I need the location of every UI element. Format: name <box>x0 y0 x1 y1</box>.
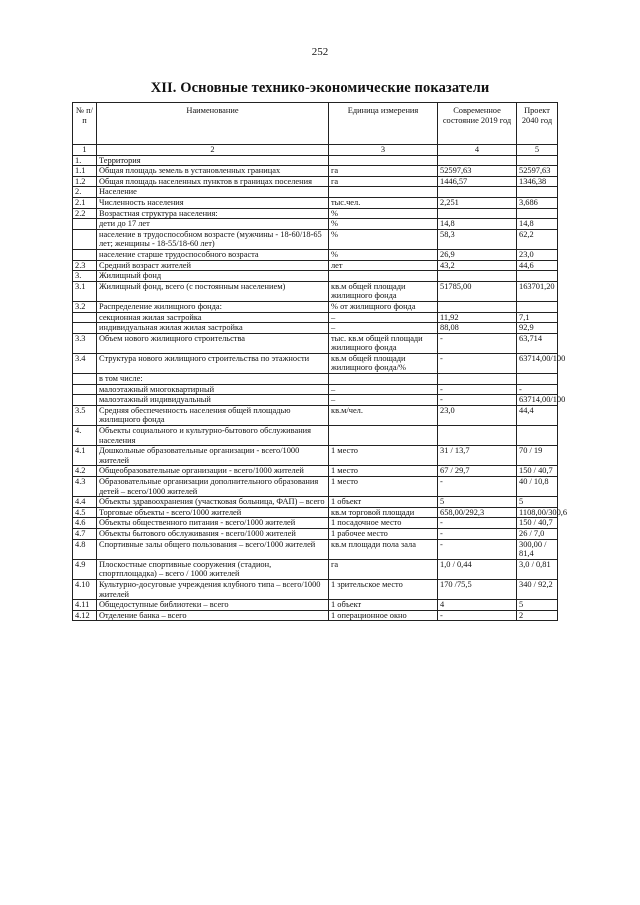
table-row <box>73 518 558 529</box>
row-number-cell: 3.5 <box>73 405 97 425</box>
row-project-cell <box>517 374 558 385</box>
column-number: 5 <box>517 145 558 156</box>
row-number-cell: 2. <box>73 187 97 198</box>
row-unit-cell: кв.м торговой площади <box>329 507 438 518</box>
row-project-cell: 300,00 / 81,4 <box>517 539 558 559</box>
row-project-cell <box>517 426 558 446</box>
row-number-cell: 4.9 <box>73 559 97 579</box>
row-name-cell: Жилищный фонд, всего (с постоянным населением) <box>97 281 329 301</box>
column-number-row <box>73 145 558 156</box>
row-name-cell: дети до 17 лет <box>97 219 329 230</box>
row-name-cell: Объекты общественного питания - всего/1000 жителей <box>97 518 329 529</box>
table-row <box>73 497 558 508</box>
row-project-cell <box>517 301 558 312</box>
row-name-cell: Общеобразовательные организации - всего/1000 жителей <box>97 466 329 477</box>
row-name-cell: Спортивные залы общего пользования – всего/1000 жителей <box>97 539 329 559</box>
table-row <box>73 507 558 518</box>
row-name-cell: Объекты социального и культурно-бытового обслуживания населения <box>97 426 329 446</box>
table-row <box>73 197 558 208</box>
table-row <box>73 166 558 177</box>
row-current-cell: 14,8 <box>438 219 517 230</box>
row-current-cell: 31 / 13,7 <box>438 446 517 466</box>
header-project: Проект 2040 год <box>517 103 558 145</box>
row-project-cell: 3,686 <box>517 197 558 208</box>
row-current-cell: - <box>438 353 517 373</box>
table-row <box>73 353 558 373</box>
row-unit-cell: % <box>329 229 438 249</box>
row-name-cell: Образовательные организации дополнительного образования детей – всего/1000 жителей <box>97 477 329 497</box>
row-name-cell: Культурно-досуговые учреждения клубного типа – всего/1000 жителей <box>97 579 329 599</box>
row-number-cell: 4.3 <box>73 477 97 497</box>
table-row <box>73 426 558 446</box>
table-row <box>73 208 558 219</box>
header-current: Современное состояние 2019 год <box>438 103 517 145</box>
table-row <box>73 384 558 395</box>
row-unit-cell: % от жилищного фонда <box>329 301 438 312</box>
row-unit-cell: 1 объект <box>329 600 438 611</box>
row-number-cell: 4. <box>73 426 97 446</box>
row-name-cell: Территория <box>97 155 329 166</box>
header-unit: Единица измерения <box>329 103 438 145</box>
row-name-cell: Объем нового жилищного строительства <box>97 333 329 353</box>
row-current-cell: 1,0 / 0,44 <box>438 559 517 579</box>
header-name: Наименование <box>97 103 329 145</box>
row-current-cell <box>438 271 517 282</box>
row-current-cell: - <box>438 539 517 559</box>
row-project-cell: 70 / 19 <box>517 446 558 466</box>
row-current-cell: 1446,57 <box>438 176 517 187</box>
header-number: № п/п <box>73 103 97 145</box>
row-unit-cell: 1 место <box>329 466 438 477</box>
row-project-cell: 7,1 <box>517 312 558 323</box>
table-row <box>73 374 558 385</box>
row-project-cell: 3,0 / 0,81 <box>517 559 558 579</box>
column-number: 2 <box>97 145 329 156</box>
row-current-cell: 26,9 <box>438 249 517 260</box>
table-row <box>73 219 558 230</box>
row-name-cell: население в трудоспособном возрасте (мужчины - 18-60/18-65 лет; женщины - 18-55/18-60 лет) <box>97 229 329 249</box>
row-name-cell: Общая площадь населенных пунктов в границах поселения <box>97 176 329 187</box>
row-name-cell: Средняя обеспеченность населения общей площадью жилищного фонда <box>97 405 329 425</box>
row-current-cell: 2,251 <box>438 197 517 208</box>
table-row <box>73 405 558 425</box>
row-current-cell: 4 <box>438 600 517 611</box>
row-unit-cell: тыс. кв.м общей площади жилищного фонда <box>329 333 438 353</box>
row-unit-cell: тыс.чел. <box>329 197 438 208</box>
table-body <box>73 155 568 621</box>
row-number-cell <box>73 384 97 395</box>
row-number-cell: 4.5 <box>73 507 97 518</box>
column-number: 3 <box>329 145 438 156</box>
row-current-cell: 67 / 29,7 <box>438 466 517 477</box>
row-current-cell <box>438 187 517 198</box>
row-unit-cell: 1 зрительское место <box>329 579 438 599</box>
row-unit-cell <box>329 271 438 282</box>
row-current-cell: - <box>438 384 517 395</box>
indicators-table <box>72 102 568 621</box>
table-row <box>73 281 558 301</box>
row-current-cell: 11,92 <box>438 312 517 323</box>
row-number-cell: 2.2 <box>73 208 97 219</box>
table-row <box>73 610 558 621</box>
row-name-cell: Общая площадь земель в установленных границах <box>97 166 329 177</box>
row-name-cell: индивидуальная жилая жилая застройка <box>97 323 329 334</box>
row-project-cell: 40 / 10,8 <box>517 477 558 497</box>
row-number-cell: 2.3 <box>73 260 97 271</box>
row-unit-cell: – <box>329 384 438 395</box>
table-row <box>73 187 558 198</box>
row-number-cell: 4.7 <box>73 528 97 539</box>
row-current-cell: 5 <box>438 497 517 508</box>
row-number-cell: 3.2 <box>73 301 97 312</box>
row-project-cell: 44,4 <box>517 405 558 425</box>
row-unit-cell: 1 место <box>329 446 438 466</box>
row-unit-cell <box>329 426 438 446</box>
row-number-cell <box>73 229 97 249</box>
row-number-cell: 4.8 <box>73 539 97 559</box>
row-number-cell <box>73 374 97 385</box>
row-project-cell: 52597,63 <box>517 166 558 177</box>
row-unit-cell: % <box>329 208 438 219</box>
row-unit-cell: – <box>329 312 438 323</box>
row-number-cell: 1.1 <box>73 166 97 177</box>
row-unit-cell: лет <box>329 260 438 271</box>
row-unit-cell: га <box>329 176 438 187</box>
row-number-cell: 3.4 <box>73 353 97 373</box>
row-current-cell: 170 /75,5 <box>438 579 517 599</box>
row-unit-cell: га <box>329 166 438 177</box>
row-unit-cell: га <box>329 559 438 579</box>
row-unit-cell: – <box>329 395 438 406</box>
row-name-cell: в том числе: <box>97 374 329 385</box>
row-number-cell: 4.10 <box>73 579 97 599</box>
row-project-cell: 150 / 40,7 <box>517 518 558 529</box>
row-name-cell: население старше трудоспособного возраста <box>97 249 329 260</box>
row-project-cell: 150 / 40,7 <box>517 466 558 477</box>
row-number-cell <box>73 323 97 334</box>
row-name-cell: малоэтажный многоквартирный <box>97 384 329 395</box>
row-unit-cell <box>329 155 438 166</box>
row-number-cell <box>73 395 97 406</box>
table-header-row <box>73 103 558 145</box>
row-project-cell: 23,0 <box>517 249 558 260</box>
row-current-cell <box>438 208 517 219</box>
table-row <box>73 176 558 187</box>
row-name-cell: Средний возраст жителей <box>97 260 329 271</box>
row-current-cell: 88,08 <box>438 323 517 334</box>
row-current-cell: 43,2 <box>438 260 517 271</box>
table-row <box>73 312 558 323</box>
row-name-cell: Объекты бытового обслуживания - всего/1000 жителей <box>97 528 329 539</box>
row-project-cell <box>517 271 558 282</box>
row-unit-cell <box>329 187 438 198</box>
table-row <box>73 528 558 539</box>
row-current-cell: - <box>438 395 517 406</box>
table-row <box>73 323 558 334</box>
table-row <box>73 579 558 599</box>
table-row <box>73 301 558 312</box>
row-project-cell: 340 / 92,2 <box>517 579 558 599</box>
row-number-cell: 4.2 <box>73 466 97 477</box>
table-row <box>73 229 558 249</box>
row-name-cell: малоэтажный индивидуальный <box>97 395 329 406</box>
table-row <box>73 600 558 611</box>
row-name-cell: Жилищный фонд <box>97 271 329 282</box>
row-current-cell: 52597,63 <box>438 166 517 177</box>
page-number: 252 <box>311 46 329 58</box>
row-unit-cell: % <box>329 219 438 230</box>
row-current-cell <box>438 426 517 446</box>
row-project-cell: 5 <box>517 497 558 508</box>
row-unit-cell: 1 место <box>329 477 438 497</box>
row-project-cell: 63714,00/100 <box>517 395 558 406</box>
row-name-cell: Плоскостные спортивные сооружения (стадион, спортплощадка) – всего / 1000 жителей <box>97 559 329 579</box>
row-current-cell: 51785,00 <box>438 281 517 301</box>
row-unit-cell: кв.м общей площади жилищного фонда/% <box>329 353 438 373</box>
table-row <box>73 155 558 166</box>
row-project-cell: 5 <box>517 600 558 611</box>
row-name-cell: Распределение жилищного фонда: <box>97 301 329 312</box>
row-name-cell: Общедоступные библиотеки – всего <box>97 600 329 611</box>
row-unit-cell: % <box>329 249 438 260</box>
row-project-cell: 1346,38 <box>517 176 558 187</box>
row-number-cell <box>73 312 97 323</box>
table-row <box>73 249 558 260</box>
row-number-cell <box>73 249 97 260</box>
row-name-cell: Возрастная структура населения: <box>97 208 329 219</box>
row-name-cell: Торговые объекты - всего/1000 жителей <box>97 507 329 518</box>
row-name-cell: Объекты здравоохранения (участковая больница, ФАП) – всего <box>97 497 329 508</box>
row-project-cell <box>517 155 558 166</box>
row-number-cell: 4.4 <box>73 497 97 508</box>
row-project-cell: 63,714 <box>517 333 558 353</box>
row-number-cell: 4.1 <box>73 446 97 466</box>
table-row <box>73 466 558 477</box>
row-project-cell: 63714,00/100 <box>517 353 558 373</box>
row-project-cell: 1108,00/300,6 <box>517 507 558 518</box>
row-current-cell: - <box>438 518 517 529</box>
table-row <box>73 333 558 353</box>
row-name-cell: Население <box>97 187 329 198</box>
row-unit-cell: 1 операционное окно <box>329 610 438 621</box>
page-title: XII. Основные технико-экономические показатели <box>150 80 490 96</box>
row-unit-cell: – <box>329 323 438 334</box>
table-row <box>73 446 558 466</box>
row-unit-cell: кв.м площади пола зала <box>329 539 438 559</box>
row-number-cell: 4.6 <box>73 518 97 529</box>
row-unit-cell: 1 объект <box>329 497 438 508</box>
row-name-cell: Отделение банка – всего <box>97 610 329 621</box>
row-current-cell: - <box>438 610 517 621</box>
row-project-cell: 163701,20 <box>517 281 558 301</box>
row-current-cell <box>438 374 517 385</box>
row-number-cell <box>73 219 97 230</box>
table-row <box>73 477 558 497</box>
row-project-cell: 2 <box>517 610 558 621</box>
row-name-cell: Структура нового жилищного строительства по этажности <box>97 353 329 373</box>
table-row <box>73 539 558 559</box>
row-project-cell <box>517 187 558 198</box>
table-row <box>73 260 558 271</box>
column-number: 4 <box>438 145 517 156</box>
row-current-cell: 23,0 <box>438 405 517 425</box>
table-row <box>73 271 558 282</box>
row-project-cell: - <box>517 384 558 395</box>
row-project-cell: 26 / 7,0 <box>517 528 558 539</box>
row-number-cell: 3. <box>73 271 97 282</box>
row-project-cell: 92,9 <box>517 323 558 334</box>
table-row <box>73 395 558 406</box>
row-unit-cell: кв.м/чел. <box>329 405 438 425</box>
row-project-cell: 62,2 <box>517 229 558 249</box>
row-current-cell <box>438 155 517 166</box>
row-current-cell: 58,3 <box>438 229 517 249</box>
row-current-cell <box>438 301 517 312</box>
row-unit-cell: кв.м общей площади жилищного фонда <box>329 281 438 301</box>
row-number-cell: 4.12 <box>73 610 97 621</box>
row-current-cell: 658,00/292,3 <box>438 507 517 518</box>
row-number-cell: 3.3 <box>73 333 97 353</box>
row-number-cell: 3.1 <box>73 281 97 301</box>
row-number-cell: 1. <box>73 155 97 166</box>
table-row <box>73 559 558 579</box>
row-current-cell: - <box>438 528 517 539</box>
row-number-cell: 4.11 <box>73 600 97 611</box>
row-current-cell: - <box>438 333 517 353</box>
column-number: 1 <box>73 145 97 156</box>
row-unit-cell <box>329 374 438 385</box>
row-name-cell: секционная жилая застройка <box>97 312 329 323</box>
row-current-cell: - <box>438 477 517 497</box>
row-project-cell: 14,8 <box>517 219 558 230</box>
row-project-cell <box>517 208 558 219</box>
row-unit-cell: 1 рабочее место <box>329 528 438 539</box>
row-name-cell: Численность населения <box>97 197 329 208</box>
row-unit-cell: 1 посадочное место <box>329 518 438 529</box>
row-number-cell: 1.2 <box>73 176 97 187</box>
row-project-cell: 44,6 <box>517 260 558 271</box>
row-number-cell: 2.1 <box>73 197 97 208</box>
row-name-cell: Дошкольные образовательные организации - всего/1000 жителей <box>97 446 329 466</box>
